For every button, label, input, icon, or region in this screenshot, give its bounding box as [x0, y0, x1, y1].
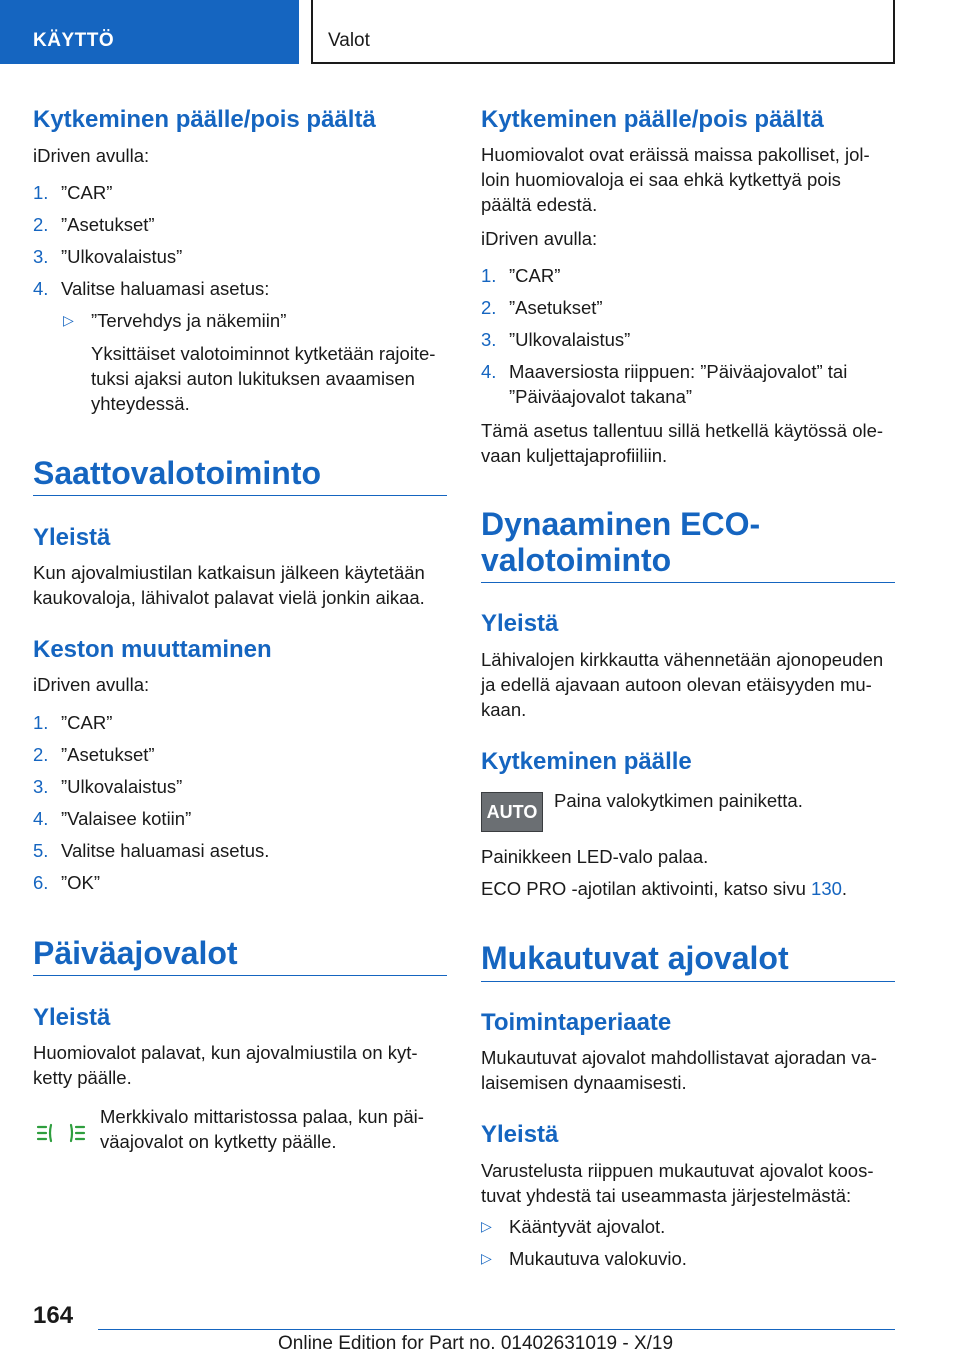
triangle-bullet-icon: ▷: [63, 312, 74, 328]
section-tab: KÄYTTÖ: [0, 0, 299, 64]
paragraph: Tämä asetus tallentuu sillä hetkellä käytössä ole-vaan kuljettajaprofiiliin.: [481, 420, 884, 466]
bullet-item: Mukautuva valokuvio.: [509, 1248, 687, 1269]
paragraph: Huomiovalot ovat eräissä maissa pakolliset, jol-loin huomiovaloja ei saa ehkä kytkettyä pois päältä edestä.: [481, 144, 870, 215]
footer-rule: [98, 1329, 895, 1330]
bullet-item: Kääntyvät ajovalot.: [509, 1216, 666, 1237]
heading-general: Yleistä: [481, 1121, 559, 1148]
paragraph: Kun ajovalmiustilan katkaisun jälkeen käytetään kaukovaloja, lähivalot palavat vielä jonkin aikaa.: [33, 562, 425, 608]
heading-principle: Toimintaperiaate: [481, 1009, 672, 1036]
sub-item: ”Tervehdys ja näkemiin”: [91, 310, 287, 331]
paragraph: Varustelusta riippuen mukautuvat ajovalot koos-tuvat yhdestä tai useammasta järjestelmästä:: [481, 1160, 874, 1206]
page-number: 164: [33, 1302, 74, 1329]
heading-duration: Keston muuttaminen: [33, 636, 272, 663]
paragraph: iDriven avulla:: [33, 145, 150, 166]
triangle-bullet-icon: ▷: [481, 1218, 492, 1234]
section-title: Saattovalotoiminto: [33, 455, 447, 496]
heading-general: Yleistä: [33, 1004, 111, 1031]
heading-general: Yleistä: [33, 524, 111, 551]
heading-switch-on-off: Kytkeminen päälle/pois päältä: [33, 106, 376, 133]
heading-switch-on-off: Kytkeminen päälle/pois päältä: [481, 106, 824, 133]
paragraph: ECO PRO -ajotilan aktivointi, katso sivu 130.: [481, 878, 848, 899]
footer-edition: Online Edition for Part no. 01402631019 - X/19: [278, 1333, 674, 1354]
triangle-bullet-icon: ▷: [481, 1250, 492, 1266]
paragraph: Huomiovalot palavat, kun ajovalmiustila on kyt-ketty päälle.: [33, 1042, 418, 1088]
paragraph: Lähivalojen kirkkautta vähennetään ajonopeuden ja edellä ajavaan autoon olevan etäisyyden mu-kaan.: [481, 649, 884, 720]
paragraph: Mukautuvat ajovalot mahdollistavat ajoradan va-laisemisen dynaamisesti.: [481, 1047, 877, 1093]
auto-light-button: AUTO: [481, 792, 543, 832]
page-link[interactable]: 130: [811, 878, 842, 899]
icon-description: Merkkivalo mittaristossa palaa, kun päi-väajovalot on kytketty päälle.: [100, 1106, 424, 1152]
sub-item-desc: Yksittäiset valotoiminnot kytketään rajoite-tuksi ajaksi auton lukituksen avaamisen yhteydessä.: [91, 343, 436, 414]
heading-switch-on: Kytkeminen päälle: [481, 748, 692, 775]
button-description: Paina valokytkimen painiketta.: [554, 790, 803, 811]
section-title: Päiväajovalot: [33, 935, 447, 976]
paragraph: iDriven avulla:: [481, 228, 598, 249]
section-title: Mukautuvat ajovalot: [481, 940, 895, 982]
daytime-running-light-icon: [36, 1122, 86, 1148]
paragraph: iDriven avulla:: [33, 674, 150, 695]
heading-general: Yleistä: [481, 610, 559, 637]
section-title: Dynaaminen ECO- valotoiminto: [481, 506, 895, 583]
chapter-title: Valot: [311, 0, 895, 64]
paragraph: Painikkeen LED-valo palaa.: [481, 846, 709, 867]
